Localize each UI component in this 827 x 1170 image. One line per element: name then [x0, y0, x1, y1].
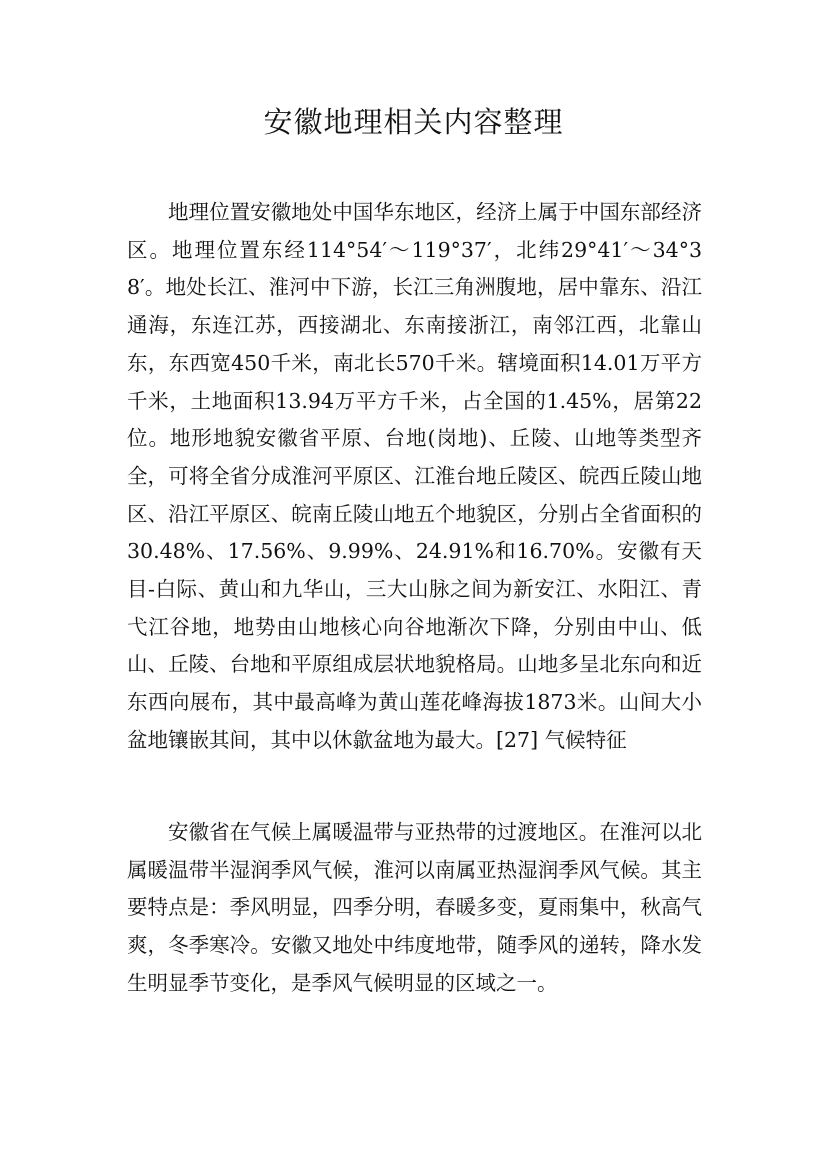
paragraph-climate: 安徽省在气候上属暖温带与亚热带的过渡地区。在淮河以北属暖温带半湿润季风气候，淮河以南属亚热湿润季风气候。其主要特点是：季风明显，四季分明，春暖多变，夏雨集中，秋高气爽，冬季寒冷。安徽又地处中纬度地带，随季风的递转，降水发生明显季节变化，是季风气候明显的区域之一。: [127, 820, 702, 995]
document-title: 安徽地理相关内容整理: [263, 105, 564, 139]
paragraph-geography: 地理位置安徽地处中国华东地区，经济上属于中国东部经济区。地理位置东经114°54′～119°37′，北纬29°41′～34°38′。地处长江、淮河中下游，长江三角洲腹地，居中靠东、沿江通海，东连江苏，西接湖北、东南接浙江，南邻江西，北靠山东，东西宽450千米，南北长570千米。辖境面积14.01万平方千米，土地面积13.94万平方千米，占全国的1.45%，居第22位。地形地貌安徽省平原、台地(岗地)、丘陵、山地等类型齐全，可将全省分成淮河平原区、江淮台地丘陵区、皖西丘陵山地区、沿江平原区、皖南丘陵山地五个地貌区，分别占全省面积的30.48%、17.56%、9.99%、24.91%和16.70%。安徽有天目-白际、黄山和九华山，三大山脉之间为新安江、水阳江、青弋江谷地，地势由山地核心向谷地渐次下降，分别由中山、低山、丘陵、台地和平原组成层状地貌格局。山地多呈北东向和近东西向展布，其中最高峰为黄山莲花峰海拔1873米。山间大小盆地镶嵌其间，其中以休歙盆地为最大。[27] 气候特征: [127, 200, 702, 752]
